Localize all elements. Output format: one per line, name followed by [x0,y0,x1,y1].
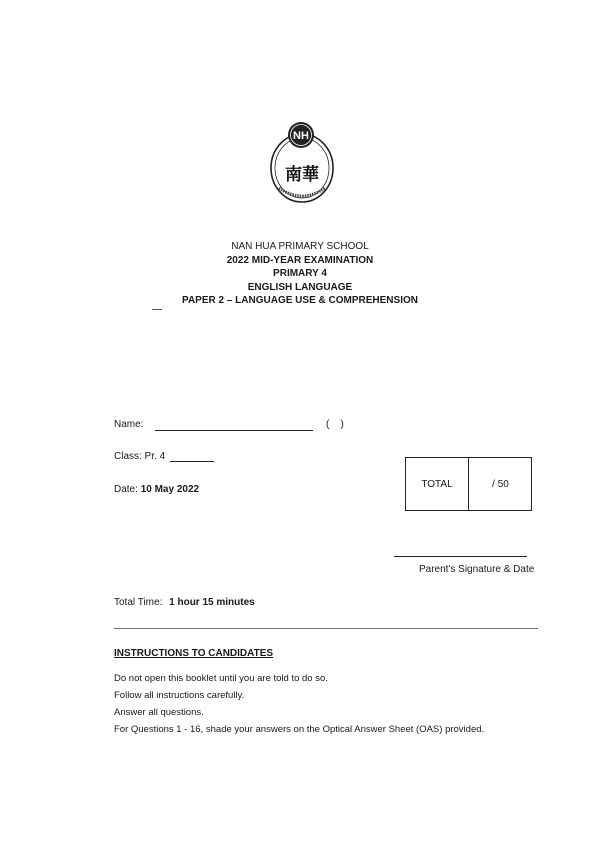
date-value: 10 May 2022 [140,484,200,495]
instructions-list [114,670,484,738]
instruction-item: Answer all questions. [114,707,204,718]
parent-signature-field[interactable] [394,556,527,557]
stray-mark [152,309,162,311]
exam-title: 2022 MID-YEAR EXAMINATION [226,254,374,266]
date-row [114,484,199,495]
instruction-item: For Questions 1 - 16, shade your answers on the Optical Answer Sheet (OAS) provided. [114,724,485,735]
name-field[interactable] [155,430,313,431]
exam-header [0,240,600,308]
parent-signature-label: Parent's Signature & Date [419,564,535,575]
index-number-field[interactable]: ( ) [326,419,344,430]
divider-rule [114,628,538,629]
class-label: Class: Pr. 4 [114,451,166,462]
class-field[interactable] [170,461,214,462]
school-logo-icon [269,118,335,206]
instructions-title: INSTRUCTIONS TO CANDIDATES [114,648,274,659]
total-label: TOTAL [421,479,453,490]
time-value: 1 hour 15 minutes [169,597,255,608]
paper-title: PAPER 2 – LANGUAGE USE & COMPREHENSION [182,295,418,306]
logo-initials: NH [293,130,309,142]
instruction-item: Follow all instructions carefully. [114,690,245,701]
subject-title: ENGLISH LANGUAGE [247,281,353,293]
instruction-item: Do not open this booklet until you are told to do so. [114,673,328,684]
school-name: NAN HUA PRIMARY SCHOOL [231,241,369,252]
level-title: PRIMARY 4 [273,268,327,279]
logo-chinese-text: 南華 [285,165,319,185]
time-label: Total Time: [114,597,163,608]
name-label: Name: [114,419,144,430]
total-score: / 50 [492,479,509,490]
date-label: Date: [114,484,138,495]
total-score-box [405,457,532,511]
time-row [114,597,255,608]
